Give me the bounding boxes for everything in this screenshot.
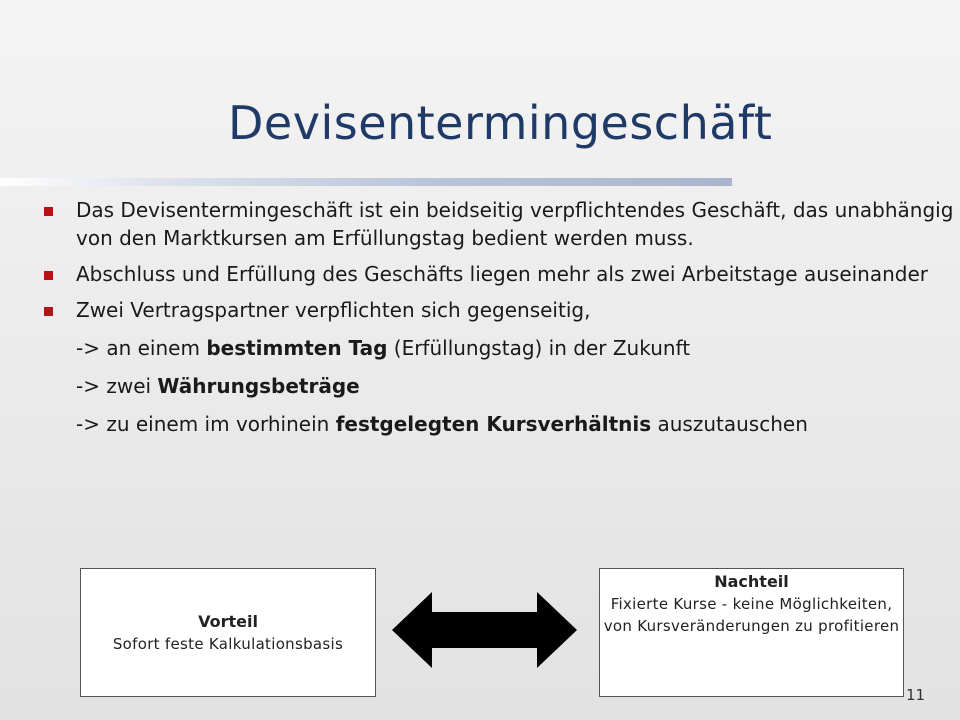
sub-line-bold: bestimmten Tag (206, 336, 388, 360)
page-number: 11 (906, 686, 926, 704)
bullet-text: Zwei Vertragspartner verpflichten sich gegenseitig, (76, 298, 591, 322)
sub-line-text: -> zwei (76, 374, 158, 398)
sub-line (44, 410, 954, 438)
advantage-box (80, 568, 376, 697)
bullet-item (44, 196, 954, 252)
sub-line-text: -> zu einem im vorhinein (76, 412, 336, 436)
bullet-list (44, 196, 954, 438)
sub-line-text: auszutauschen (651, 412, 808, 436)
slide-title: Devisentermingeschäft (228, 96, 773, 150)
bullet-square-icon (44, 307, 53, 316)
bullet-item (44, 260, 954, 288)
bullet-square-icon (44, 271, 53, 280)
advantage-text: Sofort feste Kalkulationsbasis (112, 634, 344, 653)
bullet-text: Das Devisentermingeschäft ist ein beidseitig verpflichtendes Geschäft, das unabhängig von den Marktkursen am Erfüllungstag bedient werden muss. (76, 198, 954, 250)
title-underline (0, 178, 732, 186)
sub-line-bold: festgelegten Kursverhältnis (335, 412, 652, 436)
bullet-item (44, 296, 954, 324)
bullet-text: Abschluss und Erfüllung des Geschäfts liegen mehr als zwei Arbeitstage auseinander (76, 262, 929, 286)
sub-line-text: (Erfüllungstag) in der Zukunft (387, 336, 691, 360)
disadvantage-heading: Nachteil (714, 572, 789, 591)
sub-line (44, 372, 954, 400)
disadvantage-text: Fixierte Kurse - keine Möglichkeiten, von Kursveränderungen zu profitieren (603, 595, 900, 635)
sub-line-bold: Währungsbeträge (157, 374, 360, 398)
disadvantage-box (599, 568, 904, 697)
bullet-square-icon (44, 207, 53, 216)
advantage-heading: Vorteil (198, 611, 258, 631)
sub-line-text: -> an einem (76, 336, 207, 360)
double-arrow-icon (392, 592, 577, 668)
sub-line (44, 334, 954, 362)
